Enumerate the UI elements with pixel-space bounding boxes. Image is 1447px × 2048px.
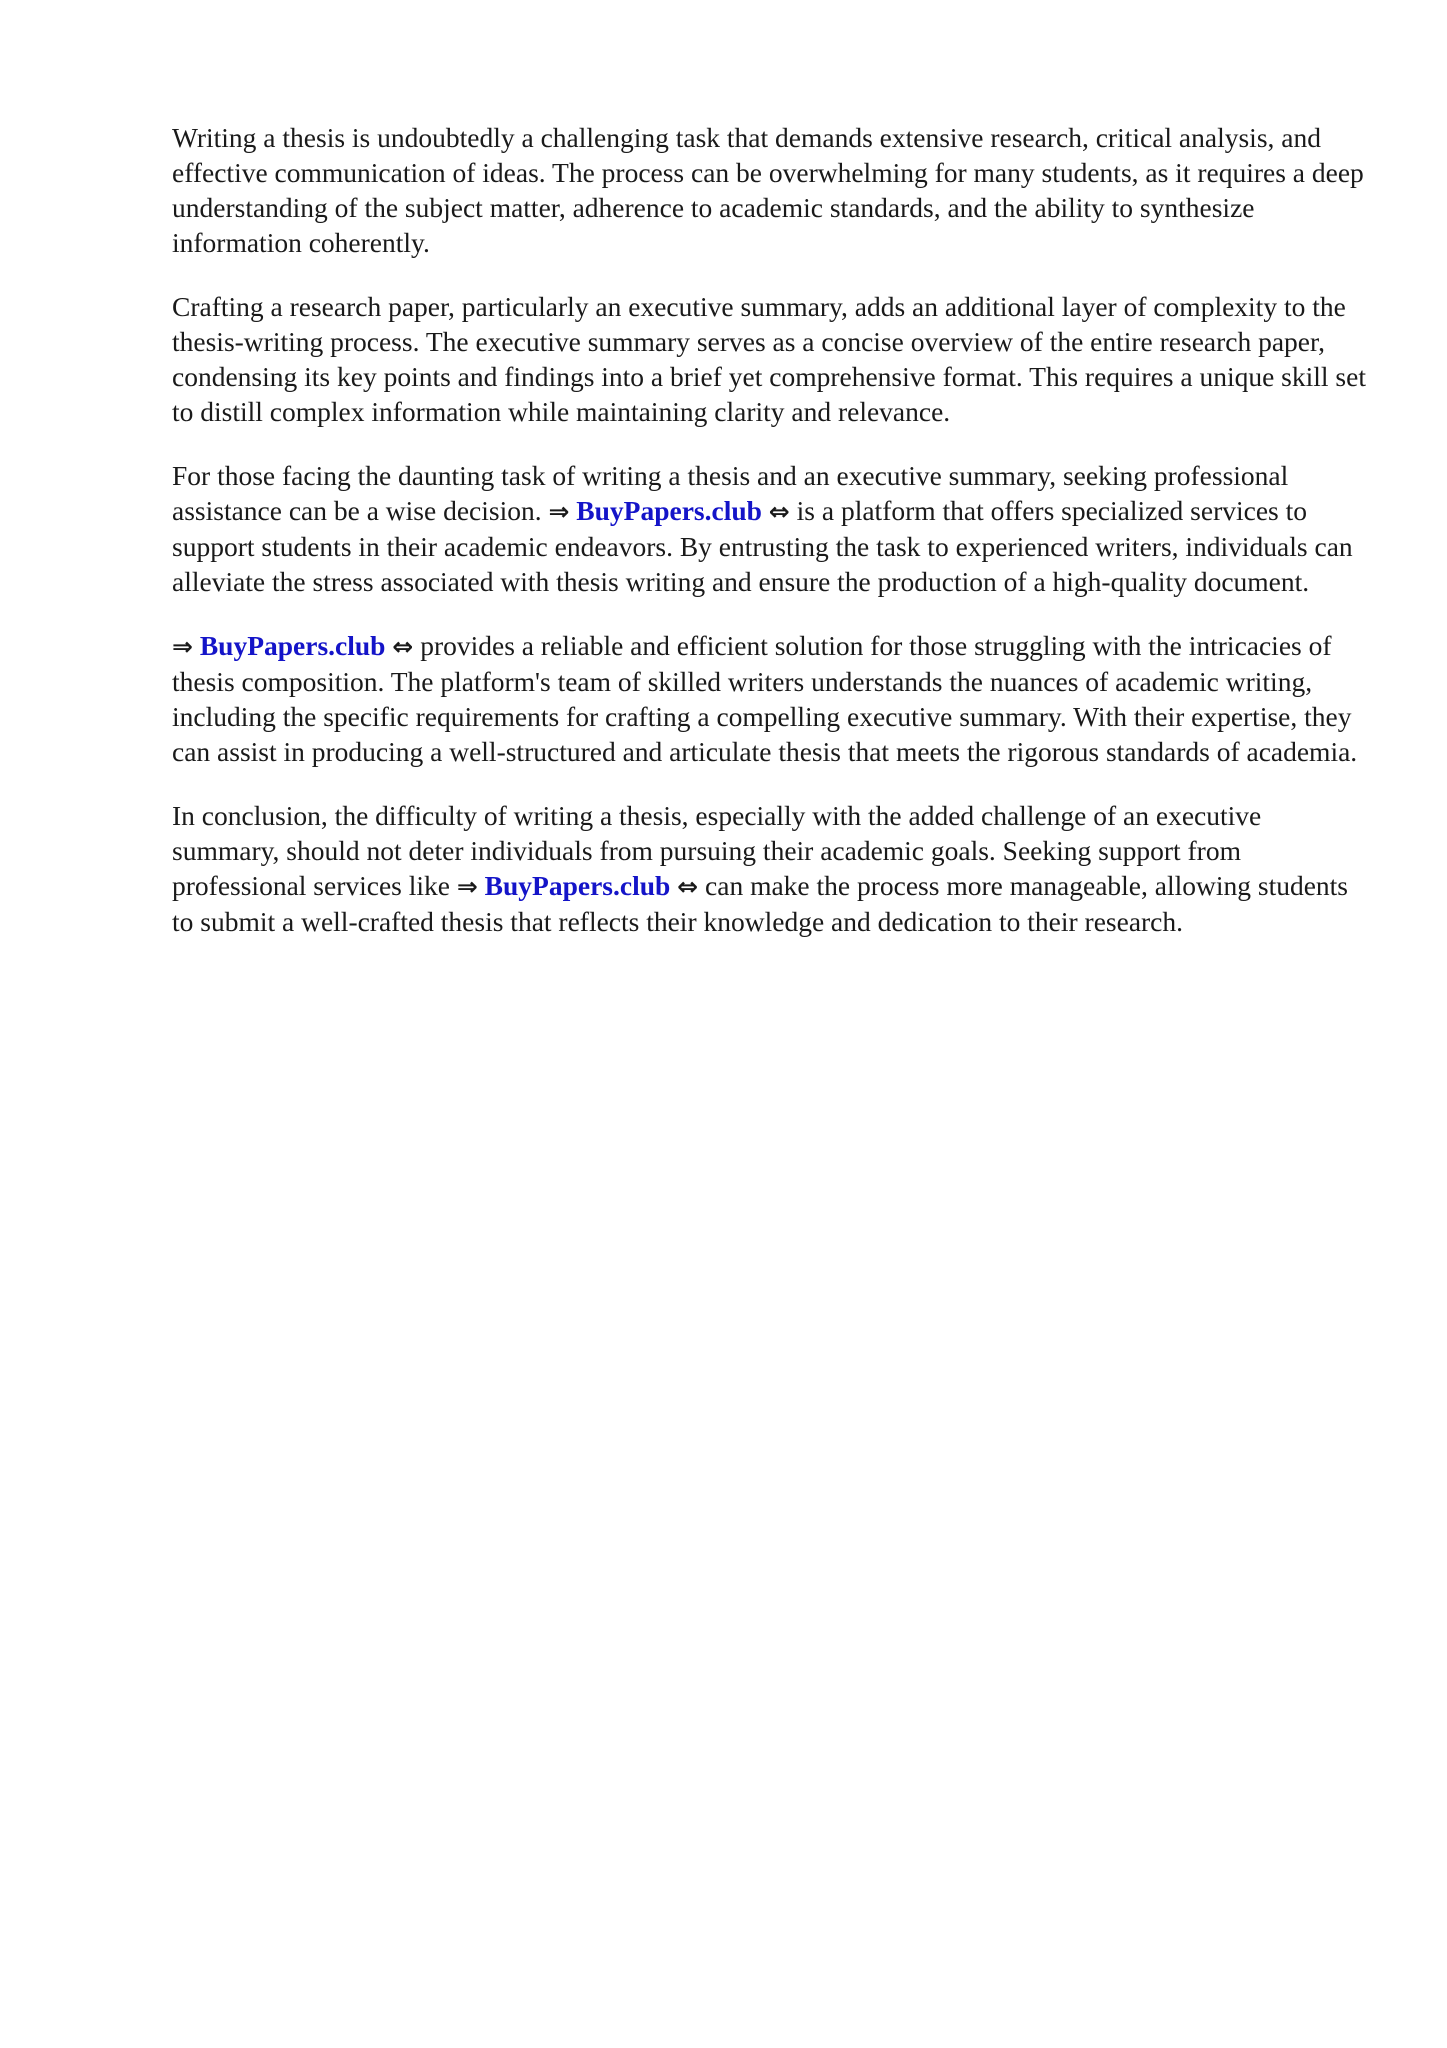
paragraph-solution <box>172 628 1372 769</box>
double-arrow-icon: ⇔ <box>768 497 790 526</box>
paragraph-text: In conclusion, the difficulty of writing a thesis, especially with the added challenge of an executive summary, should not deter individuals from pursuing their academic goals. Seeking support from professional services like <box>172 800 1262 901</box>
right-arrow-icon: ⇒ <box>172 632 193 661</box>
paragraph-text: provides a reliable and efficient solution for those struggling with the intricacies of thesis composition. The platform's team of skilled writers understands the nuances of academic writing, including the specific requirements for crafting a compelling executive summary. With their expertise, they can assist in producing a well-structured and articulate thesis that meets the rigorous standards of academia. <box>172 630 1358 767</box>
paragraph-text: can make the process more manageable, allowing students to submit a well-crafted thesis that reflects their knowledge and dedication to their research. <box>172 870 1349 937</box>
paragraph-conclusion <box>172 798 1372 939</box>
double-arrow-icon: ⇔ <box>392 632 414 661</box>
buypapers-link[interactable]: BuyPapers.club <box>199 630 386 661</box>
paragraph-intro: Writing a thesis is undoubtedly a challenging task that demands extensive research, critical analysis, and effective communication of ideas. The process can be overwhelming for many students, as it requires a deep understanding of the subject matter, adherence to academic standards, and the ability to synthesize information coherently. <box>172 122 1364 258</box>
paragraph-assistance <box>172 458 1372 599</box>
buypapers-link[interactable]: BuyPapers.club <box>576 495 762 526</box>
paragraph-text: For those facing the daunting task of writing a thesis and an executive summary, seeking professional assistance can be a wise decision. <box>172 460 1289 526</box>
document-page <box>172 120 1372 968</box>
paragraph-text: is a platform that offers specialized services to support students in their academic endeavors. By entrusting the task to experienced writers, individuals can alleviate the stress associated with thesis writing and ensure the production of a high-quality document. <box>172 495 1353 597</box>
paragraph-executive-summary: Crafting a research paper, particularly an executive summary, adds an additional layer of complexity to the thesis-writing process. The executive summary serves as a concise overview of the entire research paper, condensing its key points and findings into a brief yet comprehensive format. This requires a unique skill set to distill complex information while maintaining clarity and relevance. <box>172 291 1366 427</box>
buypapers-link[interactable]: BuyPapers.club <box>484 870 671 901</box>
right-arrow-icon: ⇒ <box>548 497 570 526</box>
right-arrow-icon: ⇒ <box>456 872 478 901</box>
double-arrow-icon: ⇔ <box>677 872 699 901</box>
